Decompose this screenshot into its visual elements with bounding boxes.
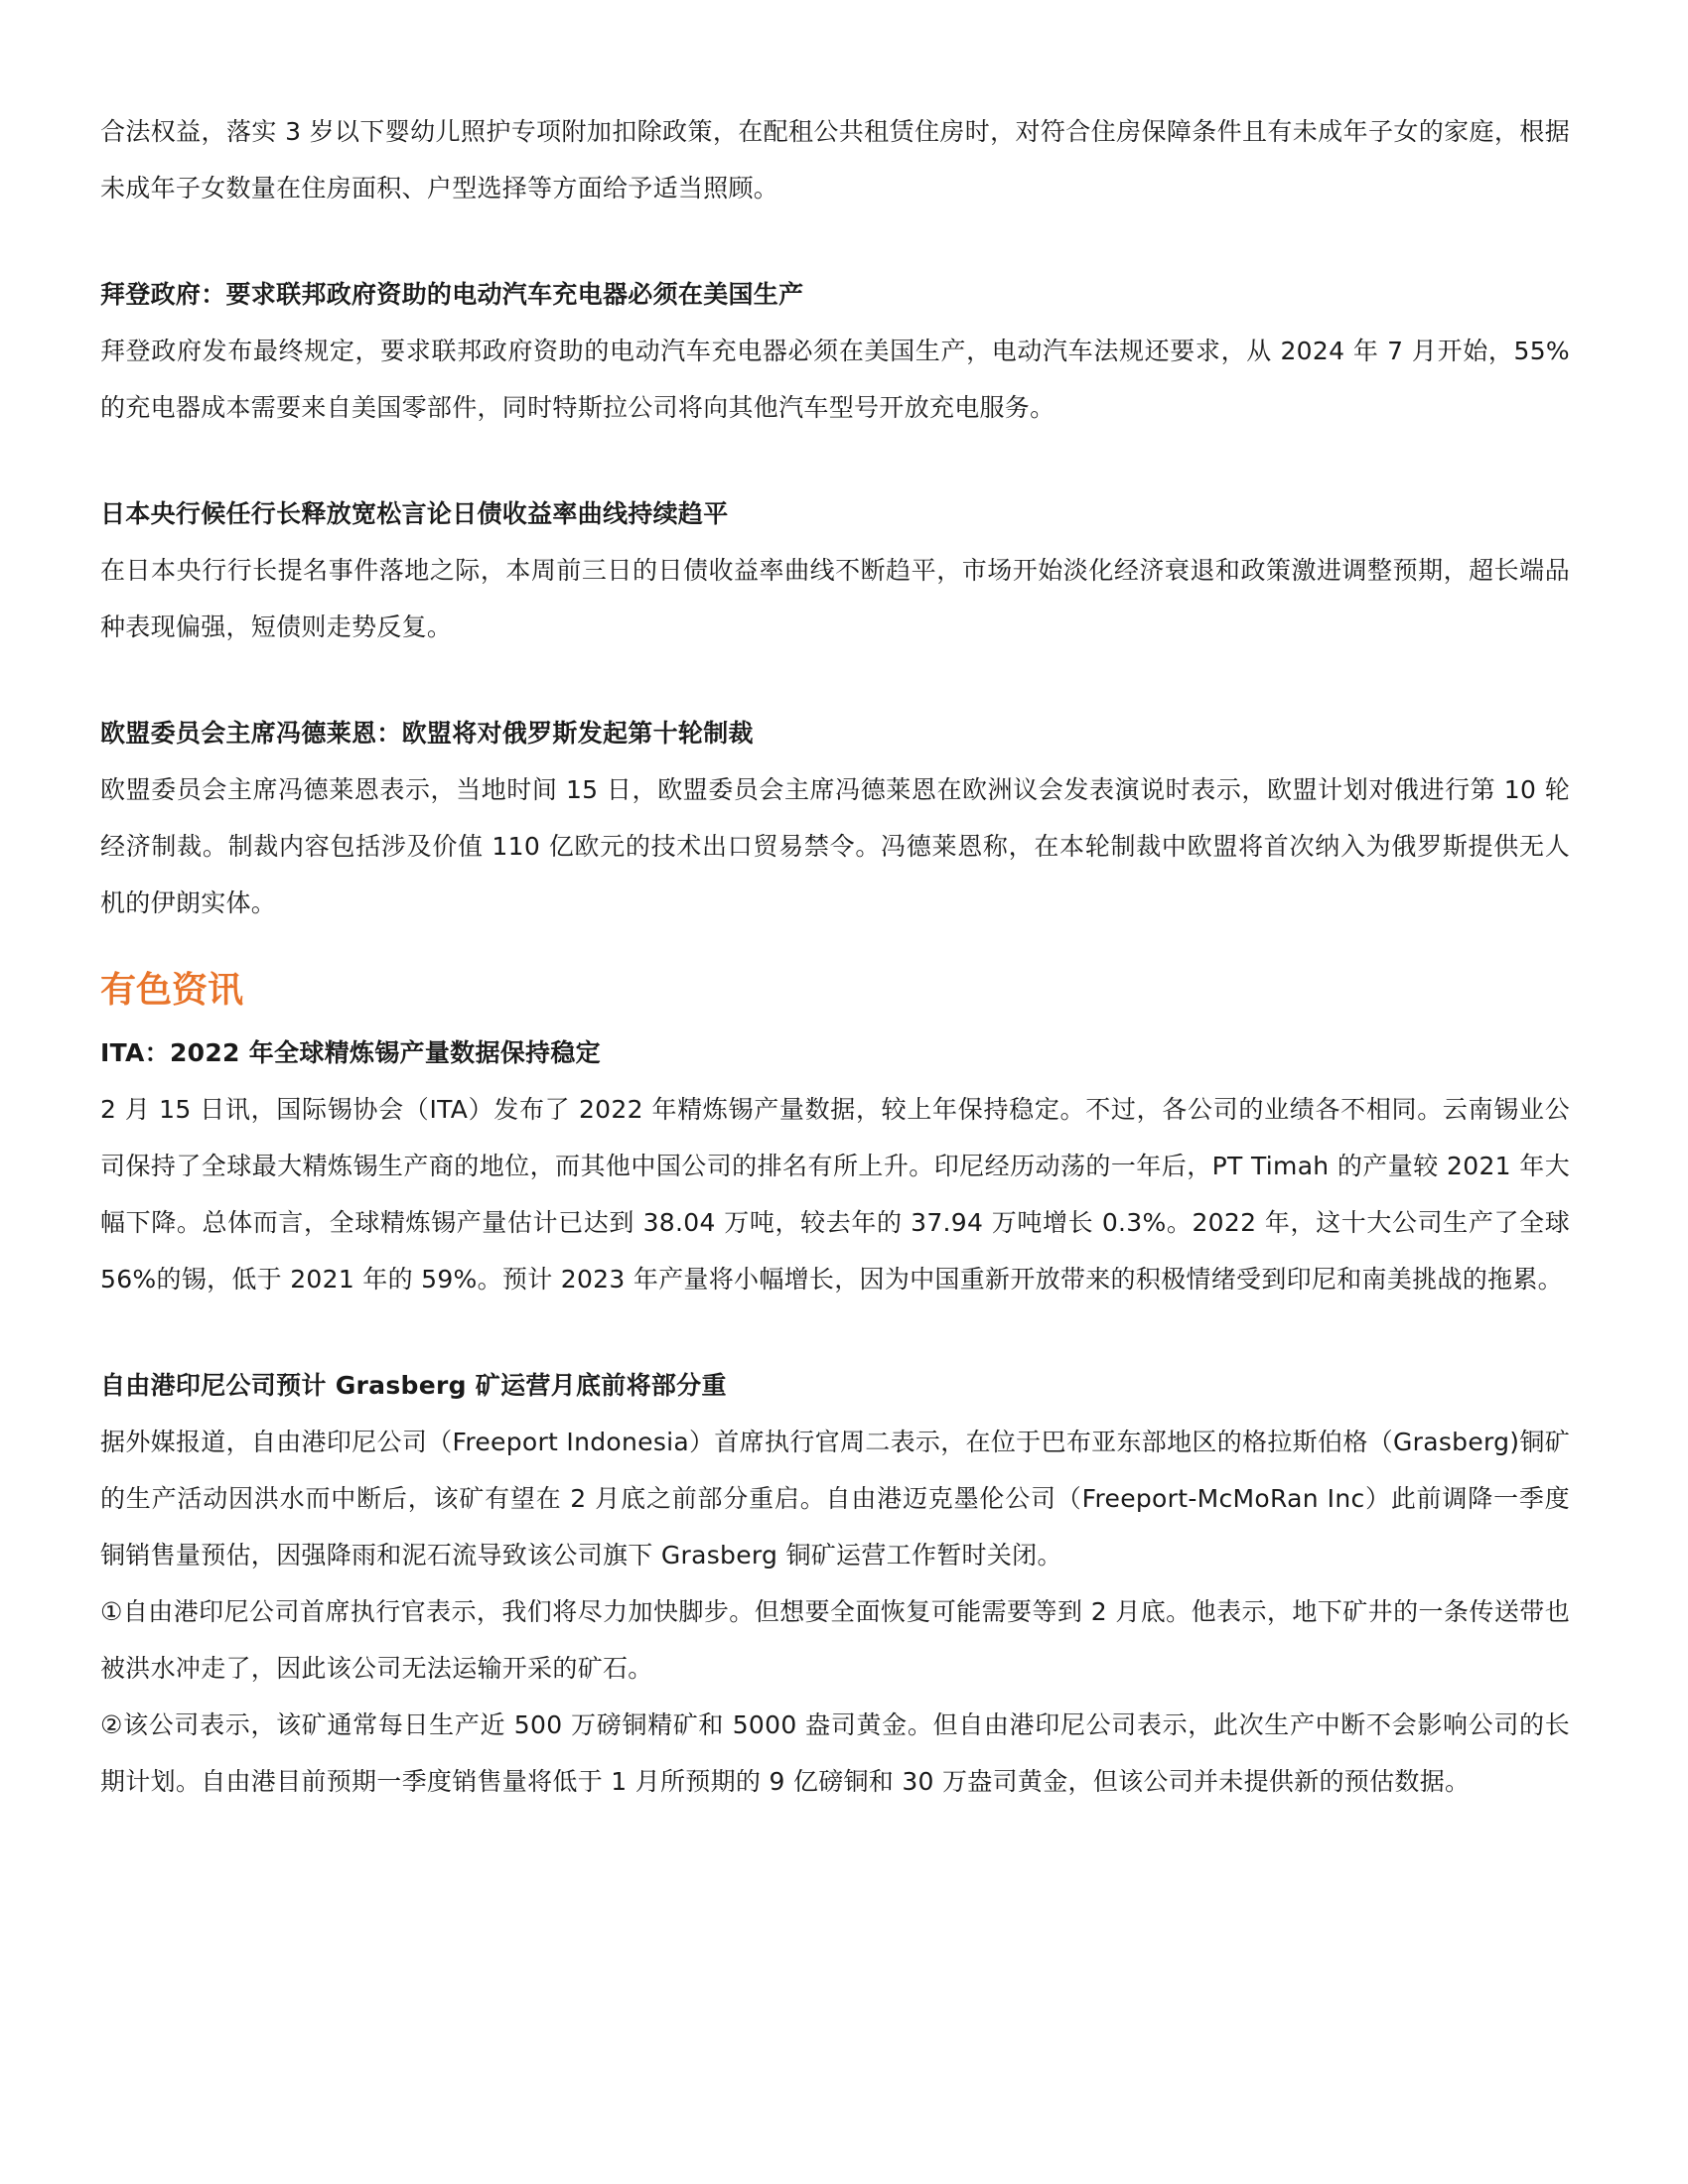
news-body: 据外媒报道，自由港印尼公司（Freeport Indonesia）首席执行官周二表示，在位于巴布亚东部地区的格拉斯伯格（Grasberg)铜矿的生产活动因洪水而中断后，该矿有望在 2 月底之前部分重启。自由港迈克墨伦公司（Freeport-McMoRan Inc）此前调降一季度铜销售量预估，因强降雨和泥石流导致该公司旗下 Grasberg 铜矿运营工作暂时关闭。 — [100, 1428, 1570, 1570]
news-item-ita-tin-output — [100, 1024, 1570, 1307]
news-body: 欧盟委员会主席冯德莱恩表示，当地时间 15 日，欧盟委员会主席冯德莱恩在欧洲议会发表演说时表示，欧盟计划对俄进行第 10 轮经济制裁。制裁内容包括涉及价值 110 亿欧元的技术出口贸易禁令。冯德莱恩称，在本轮制裁中欧盟将首次纳入为俄罗斯提供无人机的伊朗实体。 — [100, 775, 1570, 917]
intro-paragraph: 合法权益，落实 3 岁以下婴幼儿照护专项附加扣除政策，在配租公共租赁住房时，对符合住房保障条件且有未成年子女的家庭，根据未成年子女数量在住房面积、户型选择等方面给予适当照顾。 — [100, 117, 1570, 203]
news-item-boj-yield-curve — [100, 485, 1570, 655]
news-headline: 自由港印尼公司预计 Grasberg 矿运营月底前将部分重 — [100, 1371, 727, 1400]
news-headline: ITA：2022 年全球精炼锡产量数据保持稳定 — [100, 1038, 601, 1067]
news-item-eu-sanctions — [100, 705, 1570, 931]
news-body-point-1: ①自由港印尼公司首席执行官表示，我们将尽力加快脚步。但想要全面恢复可能需要等到 2 月底。他表示，地下矿井的一条传送带也被洪水冲走了，因此该公司无法运输开采的矿石。 — [100, 1597, 1570, 1683]
news-headline: 欧盟委员会主席冯德莱恩：欧盟将对俄罗斯发起第十轮制裁 — [100, 719, 754, 748]
news-headline: 日本央行候任行长释放宽松言论日债收益率曲线持续趋平 — [100, 499, 729, 528]
document-page — [100, 103, 1570, 1810]
news-body: 在日本央行行长提名事件落地之际，本周前三日的日债收益率曲线不断趋平，市场开始淡化经济衰退和政策激进调整预期，超长端品种表现偏强，短债则走势反复。 — [100, 556, 1570, 641]
news-body-point-2: ②该公司表示，该矿通常每日生产近 500 万磅铜精矿和 5000 盎司黄金。但自由港印尼公司表示，此次生产中断不会影响公司的长期计划。自由港目前预期一季度销售量将低于 1 月所预期的 9 亿磅铜和 30 万盎司黄金，但该公司并未提供新的预估数据。 — [100, 1710, 1570, 1796]
news-body: 2 月 15 日讯，国际锡协会（ITA）发布了 2022 年精炼锡产量数据，较上年保持稳定。不过，各公司的业绩各不相同。云南锡业公司保持了全球最大精炼锡生产商的地位，而其他中国公司的排名有所上升。印尼经历动荡的一年后，PT Timah 的产量较 2021 年大幅下降。总体而言，全球精炼锡产量估计已达到 38.04 万吨，较去年的 37.94 万吨增长 0.3%。2022 年，这十大公司生产了全球 56%的锡，低于 2021 年的 59%。预计 2023 年产量将小幅增长，因为中国重新开放带来的积极情绪受到印尼和南美挑战的拖累。 — [100, 1095, 1570, 1294]
news-headline: 拜登政府：要求联邦政府资助的电动汽车充电器必须在美国生产 — [100, 280, 804, 309]
news-body: 拜登政府发布最终规定，要求联邦政府资助的电动汽车充电器必须在美国生产，电动汽车法规还要求，从 2024 年 7 月开始，55%的充电器成本需要来自美国零部件，同时特斯拉公司将向其他汽车型号开放充电服务。 — [100, 337, 1570, 422]
section-heading-nonferrous-news: 有色资讯 — [100, 970, 244, 1011]
news-item-biden-ev-chargers — [100, 266, 1570, 436]
news-item-freeport-grasberg — [100, 1357, 1570, 1810]
